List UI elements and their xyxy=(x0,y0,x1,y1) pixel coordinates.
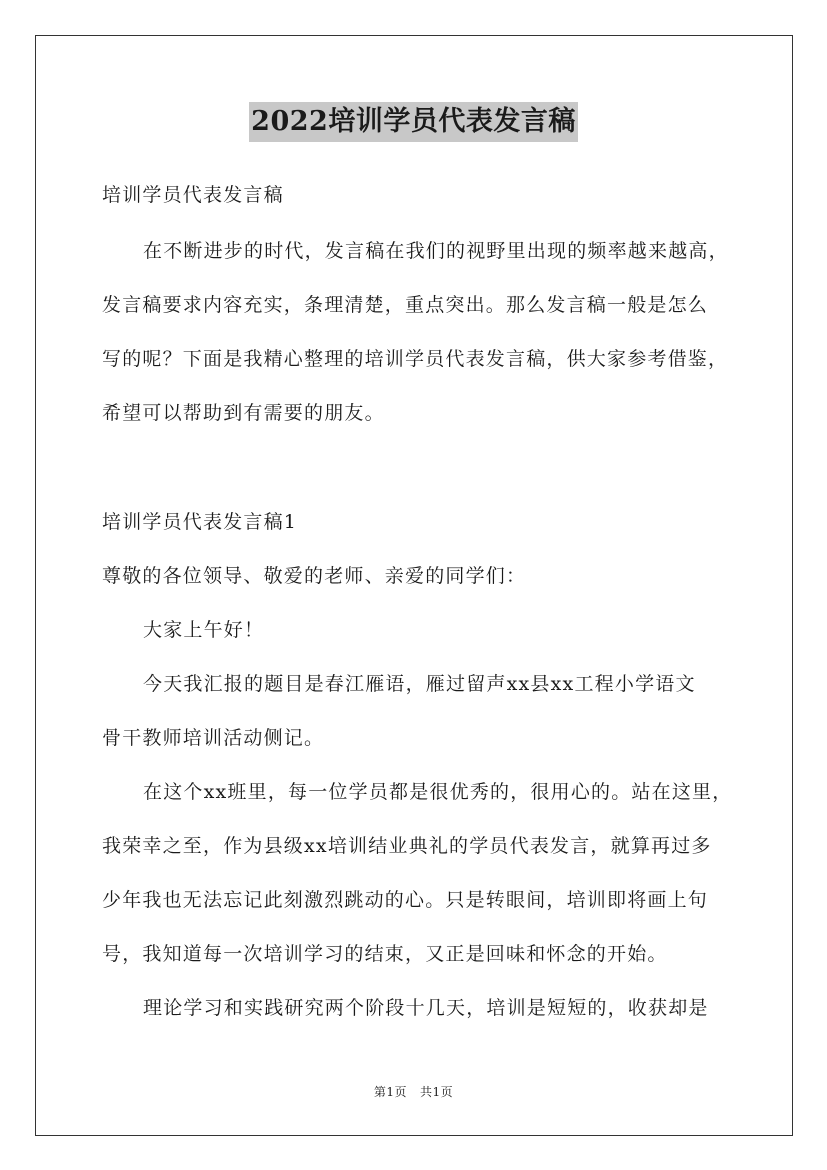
paragraph-line: 骨干教师培训活动侧记。 xyxy=(102,727,325,749)
page-number: 第1页 xyxy=(373,1085,408,1099)
paragraph-line: 在不断进步的时代，发言稿在我们的视野里出现的频率越来越高， xyxy=(143,240,729,262)
paragraph-line: 少年我也无法忘记此刻激烈跳动的心。只是转眼间，培训即将画上句 xyxy=(102,889,709,911)
paragraph-line: 尊敬的各位领导、敬爱的老师、亲爱的同学们： xyxy=(102,565,527,587)
paragraph-line: 在这个xx班里，每一位学员都是很优秀的，很用心的。站在这里， xyxy=(143,781,733,803)
paragraph-line: 希望可以帮助到有需要的朋友。 xyxy=(102,402,385,424)
paragraph-line: 理论学习和实践研究两个阶段十几天，培训是短短的，收获却是 xyxy=(143,997,709,1019)
paragraph-line: 号，我知道每一次培训学习的结束，又正是回味和怀念的开始。 xyxy=(102,943,668,965)
title-container xyxy=(0,102,827,142)
paragraph-line: 写的呢？下面是我精心整理的培训学员代表发言稿，供大家参考借鉴， xyxy=(102,348,729,370)
page-footer xyxy=(0,1083,827,1100)
section-heading: 培训学员代表发言稿1 xyxy=(102,511,298,533)
page-total: 共1页 xyxy=(419,1085,454,1099)
paragraph-line: 我荣幸之至，作为县级xx培训结业典礼的学员代表发言，就算再过多 xyxy=(102,835,712,857)
paragraph-line: 发言稿要求内容充实，条理清楚，重点突出。那么发言稿一般是怎么 xyxy=(102,294,709,316)
document-title: 2022培训学员代表发言稿 xyxy=(249,102,578,142)
paragraph-line: 培训学员代表发言稿 xyxy=(102,184,284,206)
paragraph-line: 今天我汇报的题目是春江雁语，雁过留声xx县xx工程小学语文 xyxy=(143,673,696,695)
paragraph-line: 大家上午好！ xyxy=(143,619,265,641)
